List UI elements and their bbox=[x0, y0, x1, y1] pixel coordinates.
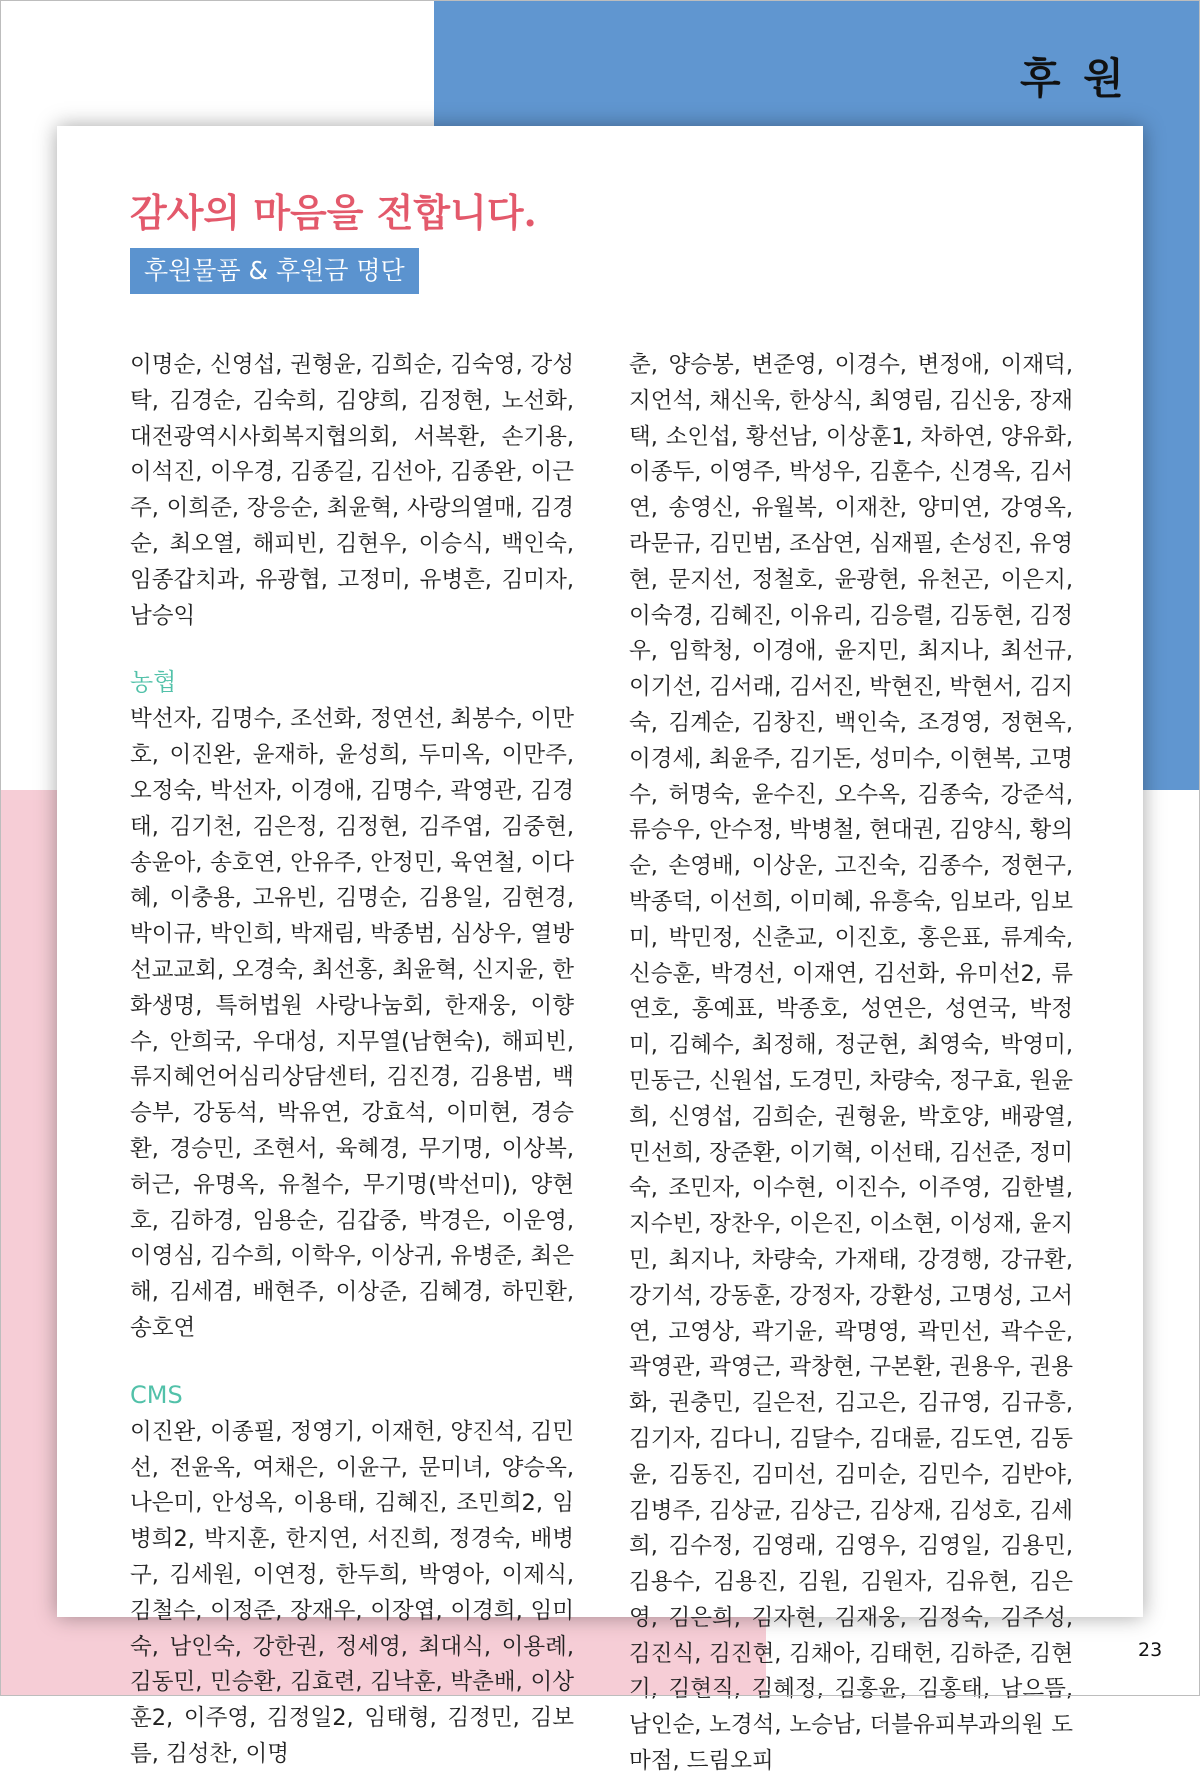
general-donor-list: 이명순, 신영섭, 권형윤, 김희순, 김숙영, 강성탁, 김경순, 김숙희, 김양희, 김정현, 노선화, 대전광역시사회복지협의회, 서복환, 손기용, 이석진, 이우경, 김종길, 김선아, 김종완, 이근주, 이희준, 장응순, 최윤혁, 사랑의열매, 김경순, 최오열, 해피빈, 김현우, 이승식, 백인숙, 임종갑치과, 유광협, 고정미, 유병흔, 김미자, 남승익 bbox=[130, 352, 574, 629]
cms-heading: CMS bbox=[130, 1380, 183, 1409]
donor-column-left bbox=[130, 348, 574, 1773]
nonghyup-heading: 농협 bbox=[130, 668, 177, 697]
donor-column-right bbox=[629, 348, 1073, 1780]
donor-card bbox=[57, 126, 1143, 1775]
page-title: 감사의 마음을 전합니다. bbox=[130, 190, 537, 235]
section-tag: 후 원 bbox=[1020, 54, 1128, 103]
cms-donor-list: 이진완, 이종필, 정영기, 이재헌, 양진석, 김민선, 전윤옥, 여채은, 이윤구, 문미녀, 양승옥, 나은미, 안성옥, 이용태, 김혜진, 조민희2, 임병희2, 박지훈, 한지연, 서진희, 정경숙, 배병구, 김세원, 이연정, 한두희, 박영아, 이제식, 김철수, 이정준, 장재우, 이장엽, 이경희, 임미숙, 남인숙, 강한권, 정세영, 최대식, 이용례, 김동민, 민승환, 김효련, 김낙훈, 박춘배, 이상훈2, 이주영, 김정일2, 임태형, 김정민, 김보름, 김성찬, 이명 bbox=[130, 1418, 574, 1767]
subtitle-banner: 후원물품 & 후원금 명단 bbox=[130, 248, 419, 294]
page-number: 23 bbox=[1138, 1639, 1163, 1661]
nonghyup-donor-list: 박선자, 김명수, 조선화, 정연선, 최봉수, 이만호, 이진완, 윤재하, 윤성희, 두미옥, 이만주, 오정숙, 박선자, 이경애, 김명수, 곽영관, 김경태, 김기천, 김은정, 김정현, 김주엽, 김중현, 송윤아, 송호연, 안유주, 안정민, 육연철, 이다혜, 이충용, 고유빈, 김명순, 김용일, 김현경, 박이규, 박인희, 박재림, 박종범, 심상우, 열방선교교회, 오경숙, 최선홍, 최윤혁, 신지윤, 한화생명, 특허법원 사랑나눔회, 한재웅, 이향수, 안희국, 우대성, 지무열(남현숙), 해피빈, 류지혜언어심리상담센터, 김진경, 김용범, 백승부, 강동석, 박유연, 강효석, 이미현, 경승환, 경승민, 조현서, 육혜경, 무기명, 이상복, 허근, 유명옥, 유철수, 무기명(박선미), 양현호, 김하경, 임용순, 김갑중, 박경은, 이운영, 이영심, 김수희, 이학우, 이상귀, 유병준, 최은해, 김세겸, 배현주, 이상준, 김혜경, 하민환, 송호연 bbox=[130, 706, 574, 1341]
cms-donor-list-continued: 춘, 양승봉, 변준영, 이경수, 변정애, 이재덕, 지언석, 채신욱, 한상식, 최영림, 김신웅, 장재택, 소인섭, 황선남, 이상훈1, 차하연, 양유화, 이종두, 이영주, 박성우, 김훈수, 신경옥, 김서연, 송영신, 유월복, 이재찬, 양미연, 강영옥, 라문규, 김민범, 조삼연, 심재필, 손성진, 유영현, 문지선, 정철호, 윤광현, 유천곤, 이은지, 이숙경, 김혜진, 이유리, 김응렬, 김동현, 김정우, 임학청, 이경애, 윤지민, 최지나, 최선규, 이기선, 김서래, 김서진, 박현진, 박현서, 김지숙, 김계순, 김창진, 백인숙, 조경영, 정현옥, 이경세, 최윤주, 김기돈, 성미수, 이현복, 고명수, 허명숙, 윤수진, 오수옥, 김종숙, 강준석, 류승우, 안수정, 박병철, 현대권, 김양식, 황의순, 손영배, 이상운, 고진숙, 김종수, 정현구, 박종덕, 이선희, 이미혜, 유흥숙, 임보라, 임보미, 박민정, 신춘교, 이진호, 홍은표, 류계숙, 신승훈, 박경선, 이재연, 김선화, 유미선2, 류연호, 홍예표, 박종호, 성연은, 성연국, 박정미, 김혜수, 최정해, 정군현, 최영숙, 박영미, 민동근, 신원섭, 도경민, 차량숙, 정구효, 원윤희, 신영섭, 김희순, 권형윤, 박호양, 배광열, 민선희, 장준환, 이기혁, 이선태, 김선준, 정미숙, 조민자, 이수현, 이진수, 이주영, 김한별, 지수빈, 장찬우, 이은진, 이소현, 이성재, 윤지민, 최지나, 차량숙, 가재태, 강경행, 강규환, 강기석, 강동훈, 강정자, 강환성, 고명성, 고서연, 고영상, 곽기윤, 곽명영, 곽민선, 곽수운, 곽영관, 곽영근, 곽창현, 구본환, 권용우, 권용화, 권충민, 길은전, 김고은, 김규영, 김규흥, 김기자, 김다니, 김달수, 김대륜, 김도연, 김동윤, 김동진, 김미선, 김미순, 김민수, 김반야, 김병주, 김상균, 김상근, 김상재, 김성호, 김세희, 김수정, 김영래, 김영우, 김영일, 김용민, 김용수, 김용진, 김원, 김원자, 김유현, 김은영, 김은희, 김자현, 김재웅, 김정숙, 김주성, 김진식, 김진현, 김채아, 김태헌, 김하준, 김현기, 김현직, 김혜정, 김홍윤, 김홍태, 남으뜸, 남인순, 노경석, 노승남, 더블유피부과의원 도마점, 드림오피 bbox=[629, 352, 1073, 1775]
